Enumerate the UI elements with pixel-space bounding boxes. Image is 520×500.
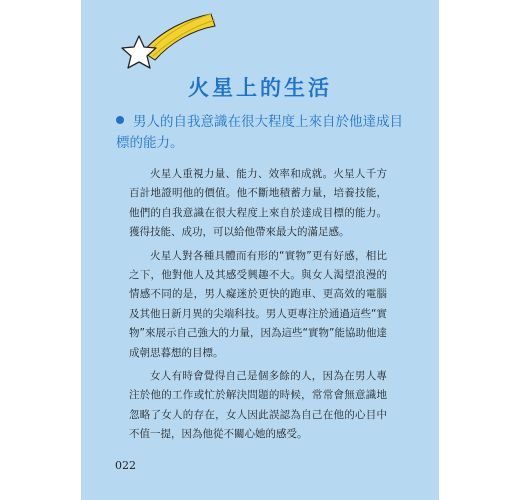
shooting-star-icon xyxy=(111,0,221,78)
key-point xyxy=(116,112,416,154)
bullet-icon xyxy=(116,116,124,124)
paragraph: 火星人對各種具體而有形的“實物”更有好感，相比之下，他對他人及其感受興趣不大。與女人渴望浪漫的情感不同的是，男人癡迷於更快的跑車、更高效的電腦及其他日新月異的尖端科技。男人更專注於通過這些“實物”來展示自己強大的力量，因為這些“實物”能協助他達成朝思暮想的目標。 xyxy=(129,249,387,359)
body-text xyxy=(129,165,387,449)
page-title: 火星上的生活 xyxy=(188,76,332,100)
page-number: 022 xyxy=(115,459,136,472)
key-point-text: 男人的自我意識在很大程度上來自於他達成目標的能力。 xyxy=(116,114,403,151)
paragraph: 火星人重視力量、能力、效率和成就。火星人千方百計地證明他的價值。他不斷地積蓄力量，培養技能，他們的自我意識在很大程度上來自於達成目標的能力。獲得技能、成功，可以給他帶來最大的滿足感。 xyxy=(129,168,387,239)
paragraph: 女人有時會覺得自己是個多餘的人，因為在男人專注於他的工作或忙於解決問題的時候，常常會無意識地忽略了女人的存在，女人因此誤認為自己在他的心目中不值一提，因為他從不關心她的感受。 xyxy=(129,370,387,441)
